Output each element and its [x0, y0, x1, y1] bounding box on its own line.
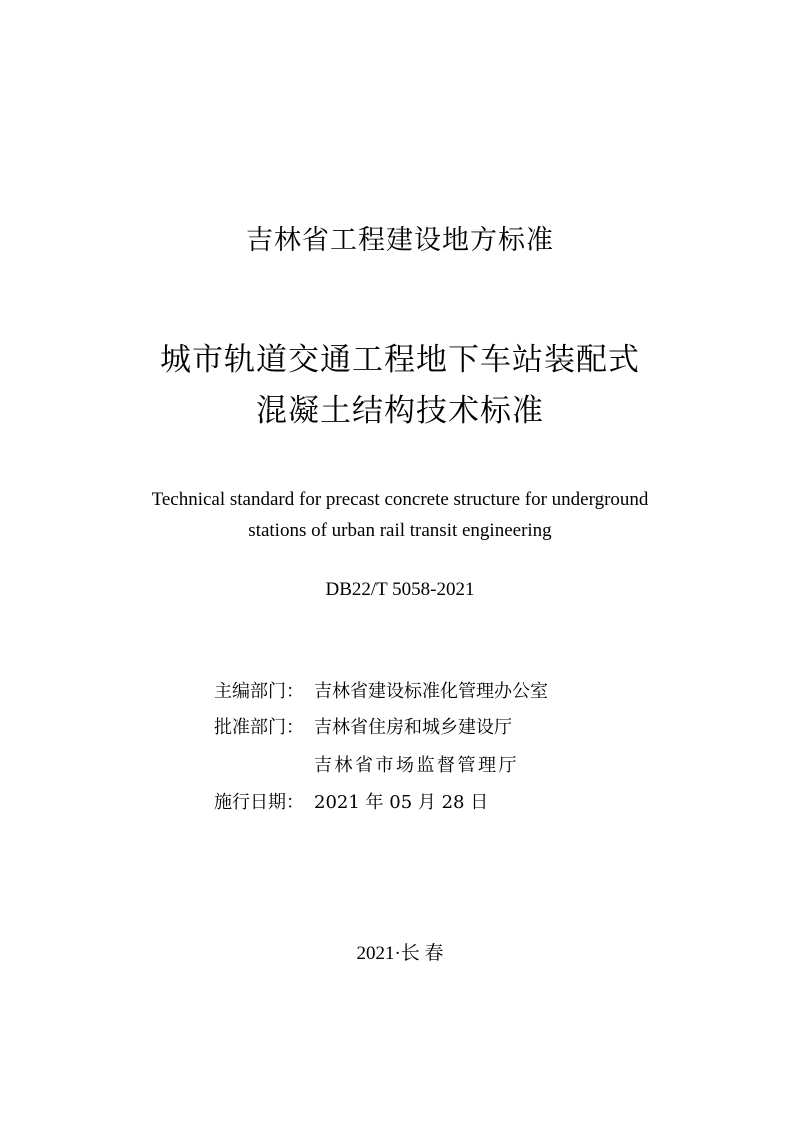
document-title-line-2: 混凝土结构技术标准 — [256, 393, 544, 429]
approval-department — [214, 713, 512, 739]
standard-code: DB22/T 5058-2021 — [325, 579, 475, 600]
approval-label: 批准部门： — [214, 717, 304, 738]
english-title-line-2: stations of urban rail transit engineering — [248, 520, 552, 541]
approval-value-1: 吉林省住房和城乡建设厅 — [314, 717, 512, 738]
editor-label: 主编部门： — [214, 681, 304, 702]
series-title: 吉林省工程建设地方标准 — [246, 225, 554, 256]
effective-value: 2021 年 05 月 28 日 — [314, 792, 489, 813]
effective-date — [214, 788, 488, 814]
english-title-line-1: Technical standard for precast concrete structure for underground — [151, 489, 649, 510]
document-title-line-1: 城市轨道交通工程地下车站装配式 — [160, 342, 640, 378]
editor-department — [214, 677, 548, 703]
editor-value: 吉林省建设标准化管理办公室 — [314, 681, 548, 702]
place-and-year: 2021·长 春 — [356, 943, 444, 964]
effective-label: 施行日期： — [214, 792, 304, 813]
approval-value-2: 吉林省市场监督管理厅 — [314, 755, 519, 776]
